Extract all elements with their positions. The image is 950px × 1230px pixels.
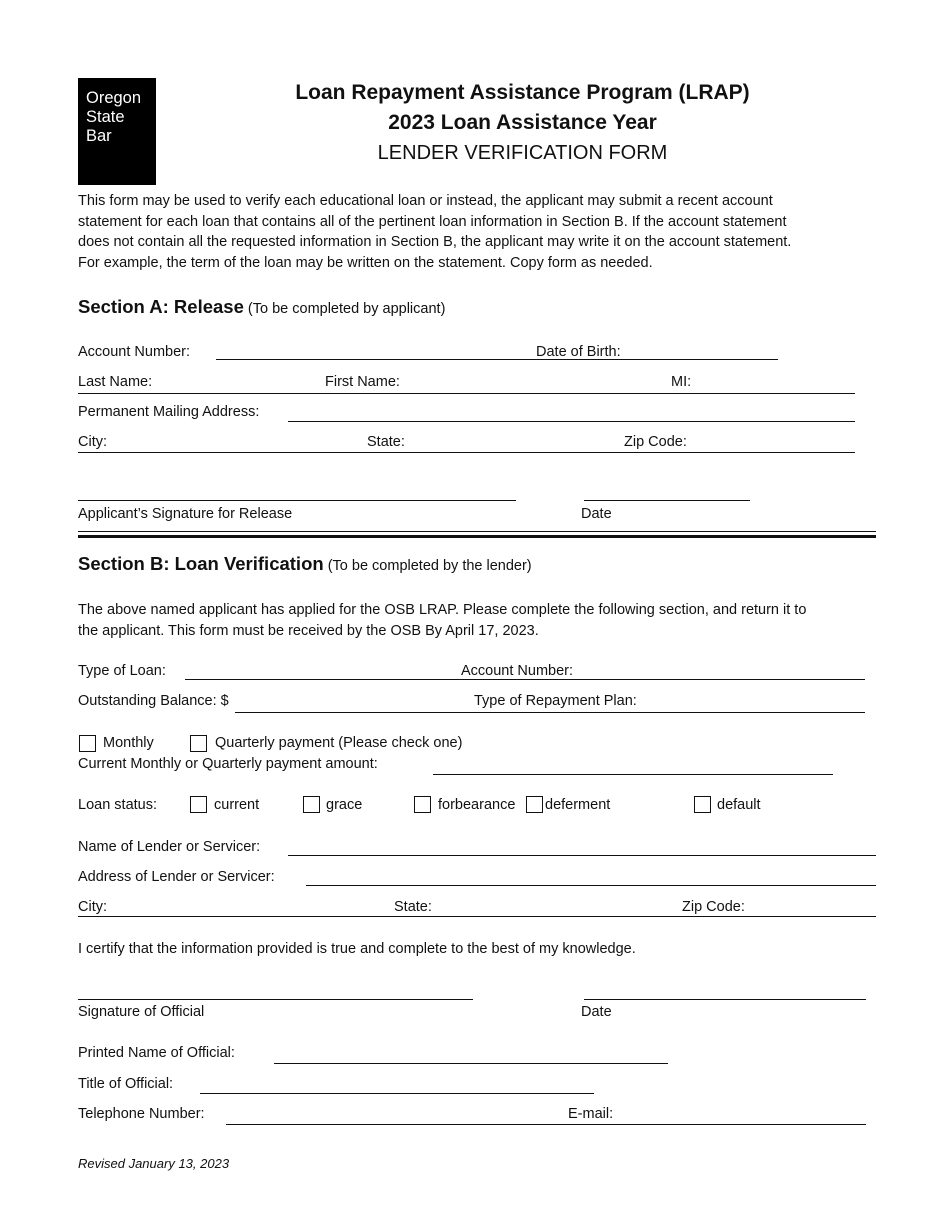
- section-b-note: (To be completed by the lender): [327, 558, 532, 574]
- city-label: City:: [78, 434, 107, 450]
- date-of-birth-label: Date of Birth:: [536, 344, 621, 360]
- status-forbearance-checkbox[interactable]: [414, 796, 431, 813]
- official-date-label: Date: [581, 1004, 612, 1020]
- mi-label: MI:: [671, 374, 692, 390]
- status-grace-label: grace: [326, 797, 363, 813]
- form-subtitle: LENDER VERIFICATION FORM: [377, 142, 668, 164]
- section-divider-thick: [78, 535, 876, 538]
- outstanding-balance-label: Outstanding Balance: $: [78, 693, 229, 709]
- lender-city-state-zip-field[interactable]: [78, 916, 876, 917]
- official-signature-label: Signature of Official: [78, 1004, 205, 1020]
- section-a-title: Section A: Release: [78, 296, 244, 317]
- type-of-loan-field[interactable]: [185, 679, 865, 680]
- first-name-label: First Name:: [325, 374, 400, 390]
- official-title-field[interactable]: [200, 1093, 594, 1094]
- status-deferment-checkbox[interactable]: [526, 796, 543, 813]
- official-title-label: Title of Official:: [78, 1076, 174, 1092]
- status-current-checkbox[interactable]: [190, 796, 207, 813]
- quarterly-label: Quarterly payment (Please check one): [215, 735, 463, 751]
- logo-line-3: Bar: [86, 127, 112, 145]
- city-state-zip-field[interactable]: [78, 452, 855, 453]
- last-name-label: Last Name:: [78, 374, 153, 390]
- section-a-note: (To be completed by applicant): [247, 301, 446, 317]
- printed-name-field[interactable]: [274, 1063, 668, 1064]
- status-deferment-label: deferment: [545, 797, 611, 813]
- loan-account-number-label: Account Number:: [461, 663, 574, 679]
- section-b-title: Section B: Loan Verification: [78, 553, 324, 574]
- payment-amount-label: Current Monthly or Quarterly payment amount:: [78, 756, 378, 772]
- status-default-checkbox[interactable]: [694, 796, 711, 813]
- account-number-label: Account Number:: [78, 344, 191, 360]
- status-grace-checkbox[interactable]: [303, 796, 320, 813]
- section-b-paragraph: [78, 600, 806, 641]
- section-divider-thin: [78, 531, 876, 532]
- monthly-label: Monthly: [103, 735, 154, 751]
- intro-line: does not contain all the requested information in Section B, the applicant may write it on the account statement.: [78, 234, 792, 251]
- intro-line: For example, the term of the loan may be written on the statement. Copy form as needed.: [78, 255, 653, 272]
- lender-city-label: City:: [78, 899, 107, 915]
- official-date-field[interactable]: [584, 999, 866, 1000]
- revised-date: Revised January 13, 2023: [78, 1156, 230, 1171]
- applicant-signature-field[interactable]: [78, 500, 516, 501]
- lender-address-label: Address of Lender or Servicer:: [78, 869, 275, 885]
- printed-name-label: Printed Name of Official:: [78, 1045, 235, 1061]
- lender-state-label: State:: [394, 899, 432, 915]
- name-field[interactable]: [78, 393, 855, 394]
- oregon-state-bar-logo: [78, 78, 156, 185]
- mailing-address-label: Permanent Mailing Address:: [78, 404, 260, 420]
- intro-paragraph: [78, 191, 878, 274]
- official-signature-field[interactable]: [78, 999, 473, 1000]
- lender-name-label: Name of Lender or Servicer:: [78, 839, 261, 855]
- certification-statement: I certify that the information provided is true and complete to the best of my knowledge.: [78, 941, 636, 957]
- section-b-heading: [78, 553, 532, 575]
- outstanding-balance-field[interactable]: [235, 712, 865, 713]
- account-number-field[interactable]: [216, 359, 778, 360]
- status-current-label: current: [214, 797, 260, 813]
- email-label: E-mail:: [568, 1106, 614, 1122]
- form-title: Loan Repayment Assistance Program (LRAP): [295, 81, 750, 104]
- monthly-checkbox[interactable]: [79, 735, 96, 752]
- state-label: State:: [367, 434, 405, 450]
- status-default-label: default: [717, 797, 761, 813]
- repayment-plan-label: Type of Repayment Plan:: [474, 693, 637, 709]
- loan-status-label: Loan status:: [78, 797, 157, 813]
- section-b-line: The above named applicant has applied for the OSB LRAP. Please complete the following section, and return it to: [78, 602, 807, 618]
- intro-line: statement for each loan that contains all of the pertinent loan information in Section B. If the account statement: [78, 213, 787, 230]
- mailing-address-field[interactable]: [288, 421, 855, 422]
- lender-zip-label: Zip Code:: [682, 899, 745, 915]
- applicant-signature-label: Applicant’s Signature for Release: [78, 506, 293, 522]
- logo-line-1: Oregon: [86, 89, 142, 107]
- lender-name-field[interactable]: [288, 855, 876, 856]
- status-forbearance-label: forbearance: [438, 797, 516, 813]
- applicant-date-label: Date: [581, 506, 612, 522]
- section-a-heading: [78, 296, 445, 318]
- lender-address-field[interactable]: [306, 885, 876, 886]
- applicant-date-field[interactable]: [584, 500, 750, 501]
- section-b-line: the applicant. This form must be received by the OSB By April 17, 2023.: [78, 622, 539, 639]
- logo-line-2: State: [86, 108, 125, 126]
- telephone-email-field[interactable]: [226, 1124, 866, 1125]
- quarterly-checkbox[interactable]: [190, 735, 207, 752]
- telephone-label: Telephone Number:: [78, 1106, 205, 1122]
- intro-line: This form may be used to verify each educational loan or instead, the applicant may submit a recent account: [78, 193, 773, 209]
- type-of-loan-label: Type of Loan:: [78, 663, 166, 679]
- form-year: 2023 Loan Assistance Year: [388, 111, 657, 134]
- payment-amount-field[interactable]: [433, 774, 833, 775]
- zip-code-label: Zip Code:: [624, 434, 687, 450]
